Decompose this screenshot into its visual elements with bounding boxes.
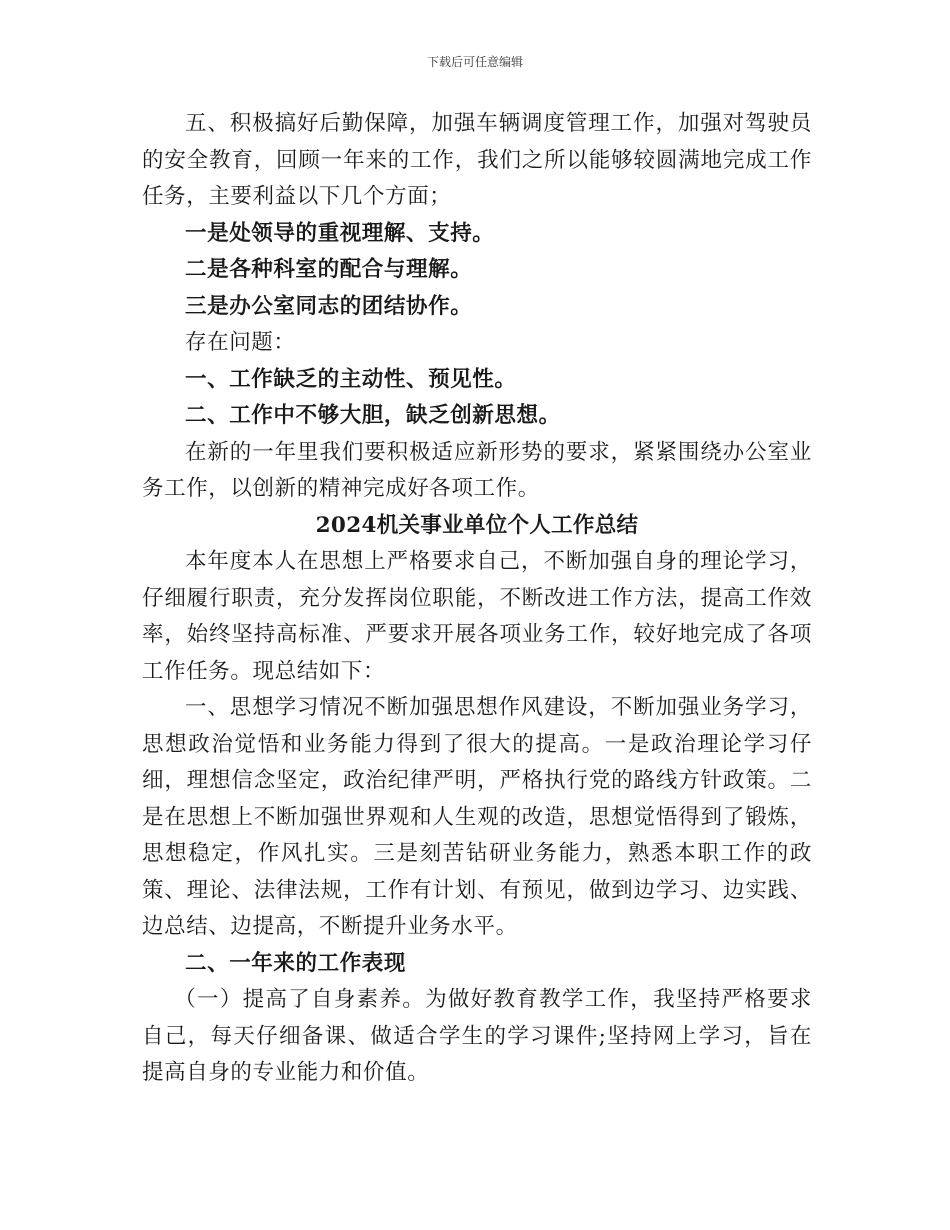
paragraph-thought-study: 一、思想学习情况不断加强思想作风建设，不断加强业务学习，思想政治觉悟和业务能力得到了很大的提高。一是政治理论学习仔细，理想信念坚定，政治纪律严明，严格执行党的路线方针政策。二是在思想上不断加强世界观和人生观的改造，思想觉悟得到了锻炼，思想稳定，作风扎实。三是刻苦钻研业务能力，熟悉本职工作的政策、理论、法律法规，工作有计划、有预见，做到边学习、边实践、边总结、边提高，不断提升业务水平。: [142, 695, 812, 939]
paragraph-logistics: 五、积极搞好后勤保障，加强车辆调度管理工作，加强对驾驶员的安全教育，回顾一年来的工作，我们之所以能够较圆满地完成工作任务，主要利益以下几个方面；: [142, 111, 812, 209]
paragraph-intro: 本年度本人在思想上严格要求自己，不断加强自身的理论学习，仔细履行职责，充分发挥岗位职能，不断改进工作方法，提高工作效率，始终坚持高标准、严要求开展各项业务工作，较好地完成了各项工作任务。现总结如下：: [142, 549, 812, 684]
header-note: 下载后可任意编辑: [426, 55, 523, 69]
paragraph-new-year: 在新的一年里我们要积极适应新形势的要求，紧紧围绕办公室业务工作，以创新的精神完成好各项工作。: [142, 439, 812, 501]
problems-heading: 存在问题：: [185, 330, 296, 355]
point-leadership-support: 一是处领导的重视理解、支持。: [185, 220, 495, 246]
problem-innovation: 二、工作中不够大胆，缺乏创新思想。: [185, 403, 561, 428]
document-body: [142, 106, 812, 1092]
paragraph-self-improvement: （一）提高了自身素养。为做好教育教学工作，我坚持严格要求自己，每天仔细备课、做适合学生的学习课件;坚持网上学习，旨在提高自身的专业能力和价值。: [142, 987, 812, 1085]
section-heading-work-performance: 二、一年来的工作表现: [185, 950, 407, 976]
document-title: 2024机关事业单位个人工作总结: [315, 512, 639, 538]
point-department-cooperation: 二是各种科室的配合与理解。: [185, 257, 473, 282]
problem-initiative: 一、工作缺乏的主动性、预见性。: [185, 366, 517, 392]
point-office-teamwork: 三是办公室同志的团结协作。: [185, 293, 473, 319]
